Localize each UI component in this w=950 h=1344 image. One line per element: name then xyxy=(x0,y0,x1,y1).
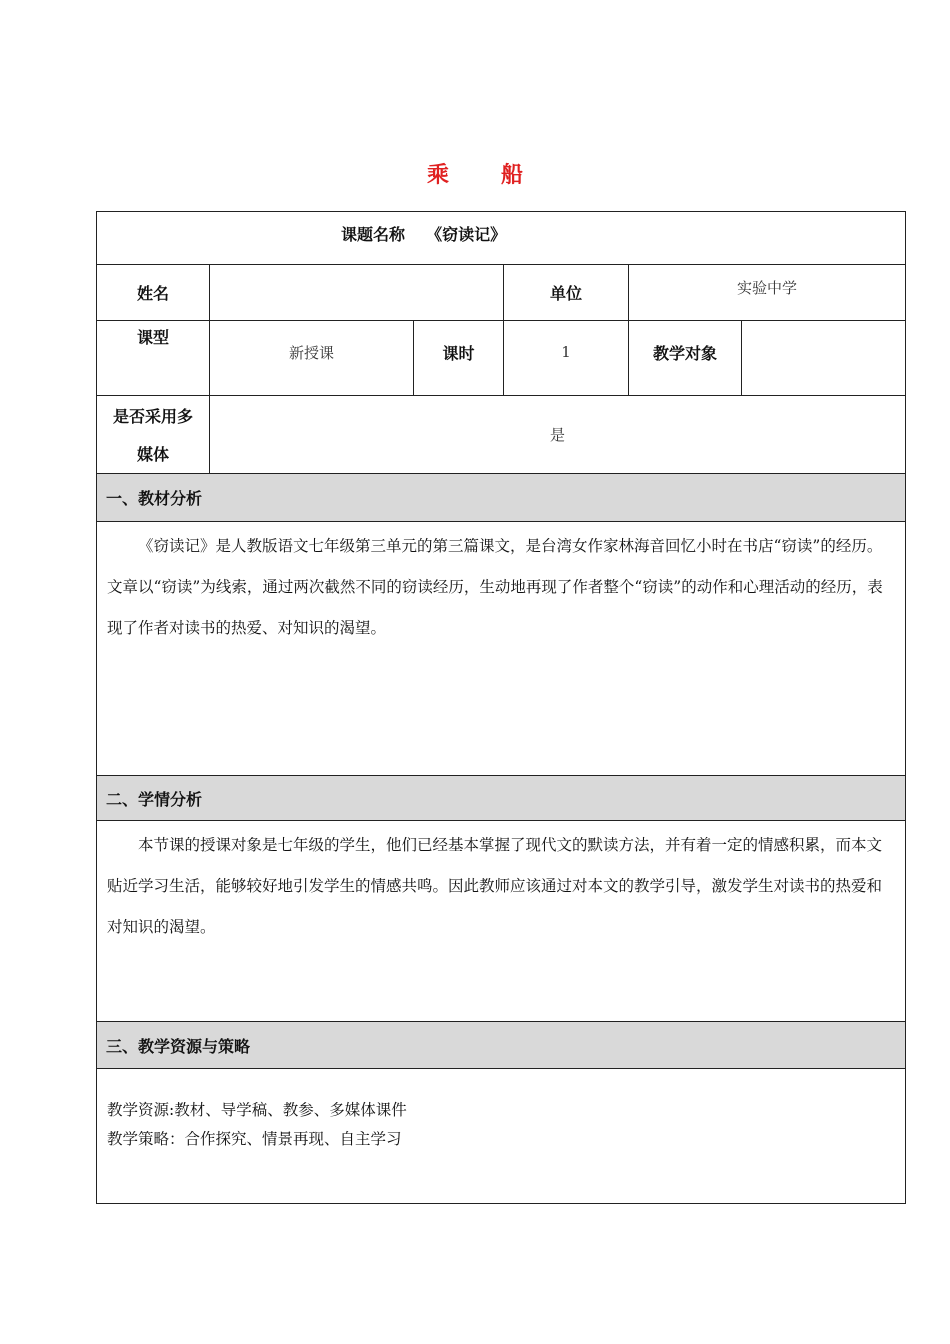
unit-label: 单位 xyxy=(549,284,582,303)
section1-heading-cell xyxy=(96,473,906,522)
section3-body-cell xyxy=(96,1068,906,1204)
section2-body-cell xyxy=(96,820,906,1022)
media-label-cell xyxy=(96,395,210,474)
section3-strategy: 教学策略：合作探究、情景再现、自主学习 xyxy=(107,1130,402,1148)
section1-text: 《窃读记》是人教版语文七年级第三单元的第三篇课文，是台湾女作家林海音回忆小时在书店“窃读”的经历。文章以“窃读”为线索，通过两次截然不同的窃读经历，生动地再现了作者整个“窃读”的动作和心理活动的经历，表现了作者对读书的热爱、对知识的渴望。 xyxy=(107,537,883,637)
type-label-cell xyxy=(96,320,210,396)
media-value: 是 xyxy=(549,426,565,444)
title-char-1: 乘 xyxy=(426,163,449,188)
name-value-cell xyxy=(209,264,504,321)
unit-label-cell xyxy=(503,264,629,321)
type-value: 新授课 xyxy=(288,343,334,362)
media-value-cell xyxy=(209,395,906,474)
section1-heading: 一、教材分析 xyxy=(106,489,203,508)
unit-value-cell xyxy=(628,264,906,321)
title-char-2: 船 xyxy=(501,163,524,188)
topic-name: 《窃读记》 xyxy=(426,225,507,244)
section2-heading: 二、学情分析 xyxy=(106,789,203,809)
section2-heading-cell xyxy=(96,775,906,821)
media-label-line2: 媒体 xyxy=(136,445,169,464)
section3-heading-cell xyxy=(96,1021,906,1069)
hours-value-cell xyxy=(503,320,629,396)
target-label-cell xyxy=(628,320,742,396)
type-value-cell xyxy=(209,320,414,396)
topic-label: 课题名称 xyxy=(341,225,406,244)
unit-value: 实验中学 xyxy=(736,279,797,297)
hours-label-cell xyxy=(413,320,504,396)
section3-heading: 三、教学资源与策略 xyxy=(106,1036,251,1056)
media-label-line1: 是否采用多 xyxy=(112,407,193,426)
name-label: 姓名 xyxy=(136,284,169,303)
section1-body-cell xyxy=(96,521,906,776)
hours-label: 课时 xyxy=(442,343,475,363)
section3-resources: 教学资源:教材、导学稿、教参、多媒体课件 xyxy=(107,1101,407,1119)
hours-value: 1 xyxy=(561,343,571,361)
name-label-cell xyxy=(96,264,210,321)
section2-text: 本节课的授课对象是七年级的学生，他们已经基本掌握了现代文的默读方法，并有着一定的情感积累，而本文贴近学习生活，能够较好地引发学生的情感共鸣。因此教师应该通过对本文的教学引导，激发学生对读书的热爱和对知识的渴望。 xyxy=(107,836,883,936)
document-title xyxy=(0,158,950,189)
topic-header-cell xyxy=(96,211,906,265)
target-value-cell xyxy=(741,320,906,396)
target-label: 教学对象 xyxy=(652,343,717,363)
type-label: 课型 xyxy=(136,328,169,347)
